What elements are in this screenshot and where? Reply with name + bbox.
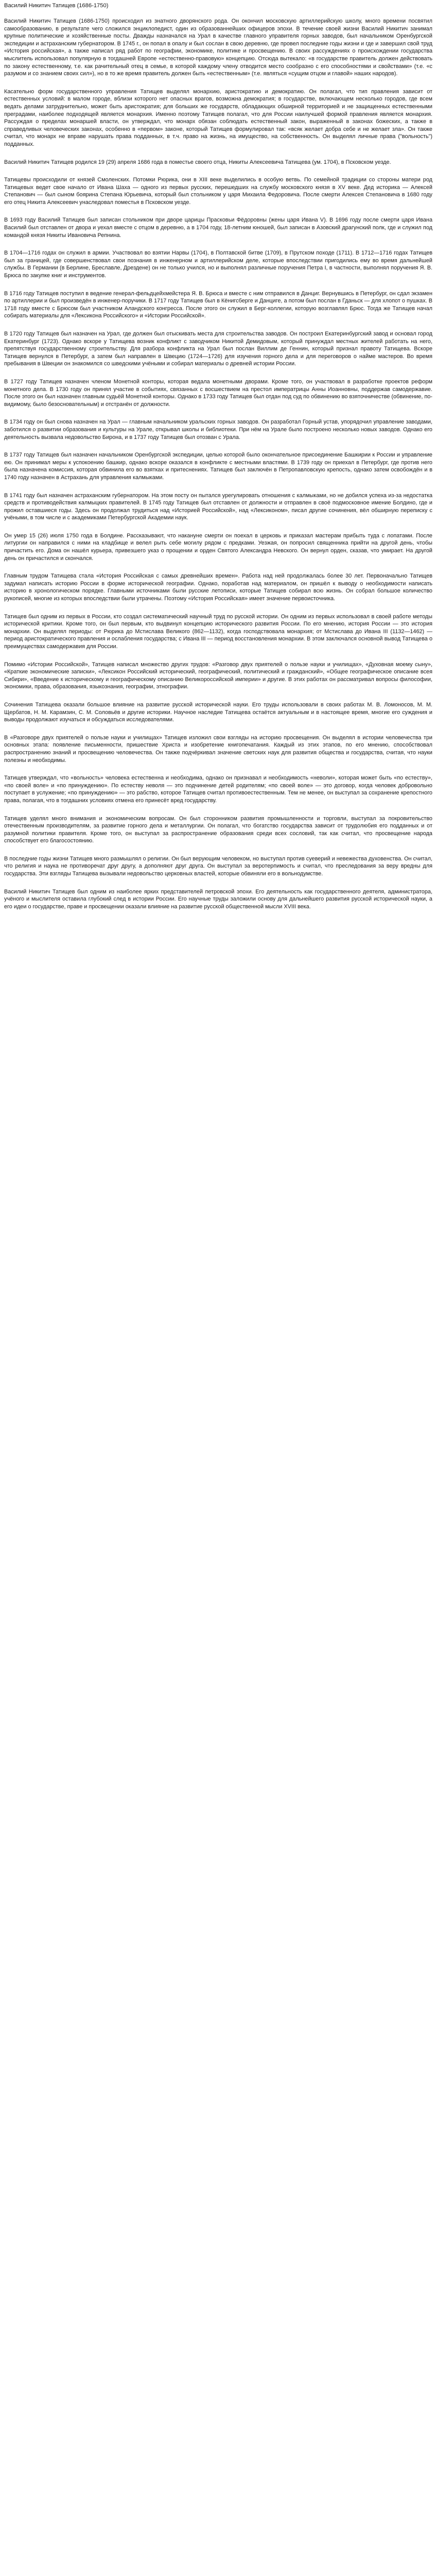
- paragraph: В 1693 году Василий Татищев был записан стольником при дворе царицы Прасковьи Фёдоровны (жены царя Ивана V). В 1696 году после смерти царя Ивана Василий был отставлен от двора и уехал вместе с отцом в деревню, а в 1704 году, 18-летним юношей, был записан в Азовский драгунский полк, где и служил под командой князя Никиты Ивановича Репнина.: [4, 217, 432, 239]
- paragraph: Главным трудом Татищева стала «История Российская с самых древнейших времен». Работа над ней продолжалась более 30 лет. Первоначально Татищев задумал написать историю России в форме исторической географии. Однако, поработав над материалом, он пришёл к выводу о необходимости написать историю в хронологическом порядке. Главными источниками были русские летописи, которые Татищев собирал всю жизнь. Он собрал большое количество рукописей, многие из которых впоследствии были утрачены. Поэтому «История Российская» имеет значение первоисточника.: [4, 573, 432, 602]
- paragraph: Василий Никитич Татищев родился 19 (29) апреля 1686 года в поместье своего отца, Никиты Алексеевича Татищева (ум. 1704), в Псковском уезде.: [4, 159, 391, 165]
- paragraph: В 1727 году Татищев назначен членом Монетной конторы, которая ведала монетными дворами. Кроме того, он участвовал в разработке проектов реформ монетного дела. В 1730 году он принял участие в событиях, связанных с восшествием на престол императрицы Анны Иоанновны, поддержав самодержавие. После этого он был назначен главным судьёй Монетной конторы. Однако в 1733 году Татищев был отдан под суд по обвинению во взяточничестве (обвинение, по-видимому, было безосновательным) и отстранён от должности.: [4, 378, 432, 408]
- paragraph: В «Разговоре двух приятелей о пользе науки и училищах» Татищев изложил свои взгляды на историю просвещения. Он выделял в истории человечества три основных этапа: появление письменности, пришествие Христа и изобретение книгопечатания. Каждый из этих этапов, по его мнению, способствовал распространению знаний и просвещению человечества. Он также подчёркивал значение светских наук для развития общества и государства, считая, что науки полезны и необходимы.: [4, 734, 432, 764]
- paragraph: В 1716 году Татищев поступил в ведение генерал-фельдцейхмейстера Я. В. Брюса и вместе с ним отправился в Данциг. Вернувшись в Петербург, он сдал экзамен по артиллерии и был произведён в инженер-поручики. В 1717 году Татищев был в Кёнигсберге и Данциге, а потом был послан в Гданьск — для хлопот о пушках. В 1718 году вместе с Брюсом был участником Аландского конгресса. После этого он служил в Берг-коллегии, которую возглавлял Брюс. Тогда же Татищев начал собирать материалы для «Лексикона Российского» и «Истории Российской».: [4, 290, 432, 319]
- paragraph: Касательно форм государственного управления Татищев выделял монархию, аристократию и демократию. Он полагал, что тип правления зависит от естественных условий: в малом городе, вблизи которого нет опасных врагов, возможна демократия; в государстве, включающем несколько городов, где всем ведать делами затруднительно, может быть аристократия; для больших же государств, обладающих обширной территорией и не защищенных естественными преградами, наиболее подходящей является монархия. Именно поэтому Татищев полагал, что для России наилучшей формой правления является монархия. Рассуждая о пределах монаршей власти, он утверждал, что монарх обязан соблюдать естественный закон, выраженный в законах божеских, а также в справедливых человеческих законах, особенно в «первом» законе, который Татищев формулировал так: «всяк желает добра себе и не желает зла». Он также считал, что монарх не вправе нарушать права подданных, в т.ч. право на жизнь, на имущество, на собственность. Он выделял личные права ("вольность") подданных.: [4, 88, 432, 147]
- paragraph: В 1737 году Татищев был назначен начальником Оренбургской экспедиции, целью которой было окончательное присоединение Башкирии к России и управление ею. Он принимал меры к успокоению башкир, однако вскоре оказался в конфликте с местными властями. В 1739 году он приехал в Петербург, где против него была назначена комиссия, которая обвинила его во взятках и притеснениях. Татищев был заключён в Петропавловскую крепость, однако затем освобождён и в 1740 году назначен в Астрахань для управления калмыками.: [4, 452, 432, 481]
- paragraph: Татищев утверждал, что «вольность» человека естественна и необходима, однако он признавал и необходимость «неволи», которая может быть «по естеству», «по своей воле» и «по принуждению». По естеству неволя — это подчинение детей родителям; «по своей воле» — это договор, когда человек добровольно поступает в услужение; «по принуждению» — это рабство, которое Татищев считал противоестественным. Тем не менее, он выступал за сохранение крепостного права, полагая, что в тогдашних условиях отмена его принесёт вред государству.: [4, 775, 432, 804]
- paragraph: Он умер 15 (26) июля 1750 года в Болдине. Рассказывают, что накануне смерти он поехал в церковь и приказал мастерам прибыть туда с лопатами. После литургии он направился с ними на кладбище и велел рыть себе могилу рядом с предками. Уезжая, он попросил священника прийти на другой день, чтобы причастить его. Дома он нашёл курьера, привезшего указ о прощении и орден Святого Александра Невского. Он вернул орден, сказав, что умирает. На другой день он причастился и скончался.: [4, 532, 432, 562]
- paragraph: Василий Никитич Татищев был одним из наиболее ярких представителей петровской эпохи. Его деятельность как государственного деятеля, администратора, учёного и мыслителя оставила глубокий след в истории России. Его научные труды заложили основу для дальнейшего развития русской исторической науки, а его идеи о государстве, праве и просвещении оказали влияние на развитие русской общественной мысли XVIII века.: [4, 888, 432, 910]
- paragraph: В 1720 году Татищев был назначен на Урал, где должен был отыскивать места для строительства заводов. Он построил Екатеринбургский завод и основал город Екатеринбург (1723). Однако вскоре у Татищева возник конфликт с заводчиком Никитой Демидовым, который принуждал местных жителей работать на него, препятствуя государственному строительству. Для разбора конфликта на Урал был послан Виллим де Геннин, который признал правоту Татищева. Вскоре Татищев вернулся в Петербург, а затем был направлен в Швецию (1724—1726) для изучения горного дела и для переговоров о найме мастеров. Во время пребывания в Швеции он знакомился со шведскими учёными и собирал материалы о древней истории России.: [4, 331, 432, 367]
- paragraph: В последние годы жизни Татищев много размышлял о религии. Он был верующим человеком, но выступал против суеверий и невежества духовенства. Он считал, что религия и наука не противоречат друг другу, а дополняют друг друга. Он выступал за веротерпимость и считал, что преследования за веру вредны для государства. Эти взгляды Татищева вызывали недовольство церковных властей, которые обвиняли его в вольнодумстве.: [4, 855, 432, 877]
- paragraph: Татищевы происходили от князей Смоленских. Потомки Рюрика, они в XIII веке выделились в особую ветвь. По семейной традиции со стороны матери род Татищевых ведет свое начало от Ивана Шаха — одного из первых русских, перешедших на службу московского князя в XV веке. Дед историка — Алексей Степанович — был сыном боярина Степана Юрьевича, который был стольником у царя Михаила Федоровича. После смерти Алексея Степановича в 1680 году его отец Никита Алексеевич унаследовал поместья в Псковском уезде.: [4, 177, 432, 206]
- paragraph: Помимо «Истории Российской», Татищев написал множество других трудов: «Разговор двух приятелей о пользе науки и училищах», «Духовная моему сыну», «Краткие экономические записки», «Лексикон Российский исторический, географический, политический и гражданский», «Общее географическое описание всея Сибири», «Введение к историческому и географическому описанию Великороссийской империи» и другие. В этих работах он рассматривал вопросы философии, экономики, права, образования, языкознания, географии, этнографии.: [4, 661, 432, 690]
- paragraph: В 1741 году был назначен астраханским губернатором. На этом посту он пытался урегулировать отношения с калмыками, но не добился успеха из-за недостатка средств и противодействия калмыцких правителей. В 1745 году Татищев был отставлен от должности и отправлен в своё подмосковное имение Болдино, где и прожил оставшиеся годы. Здесь он продолжал трудиться над «Историей Российской», над «Лексиконом», писал другие сочинения, вёл обширную переписку с учёными, в том числе и с академиками Петербургской Академии наук.: [4, 492, 432, 521]
- paragraph: Сочинения Татищева оказали большое влияние на развитие русской исторической науки. Его труды использовали в своих работах М. В. Ломоносов, М. М. Щербатов, Н. М. Карамзин, С. М. Соловьёв и другие историки. Научное наследие Татищева остаётся актуальным и в настоящее время, многие его суждения и выводы продолжают изучаться и обсуждаться исследователями.: [4, 701, 432, 723]
- document-body: [4, 18, 432, 910]
- paragraph: В 1704—1716 годах он служил в армии. Участвовал во взятии Нарвы (1704), в Полтавской битве (1709), в Прутском походе (1711). В 1712—1716 годах Татищев был за границей, где совершенствовал свои познания в инженерном и артиллерийском деле, которые впоследствии пригодились ему во время дальнейшей службы. В Германии (в Берлине, Бреславле, Дрездене) он не только учился, но и выполнял различные поручения Петра I, в частности, выполнял поручения Я. В. Брюса по закупке книг и инструментов.: [4, 250, 432, 279]
- paragraph: Татищев уделял много внимания и экономическим вопросам. Он был сторонником развития промышленности и торговли, выступал за покровительство отечественным производителям, за развитие горного дела и металлургии. Он полагал, что богатство государства зависит от трудолюбия его подданных и от разумной политики правителя. Кроме того, он выступал за распространение образования среди всех сословий, так как считал, что просвещение народа способствует его благосостоянию.: [4, 815, 432, 844]
- paragraph: Татищев был одним из первых в России, кто создал систематический научный труд по русской истории. Он одним из первых использовал в своей работе методы исторической критики. Кроме того, он был первым, кто выдвинул концепцию исторического развития России. По его мнению, история России — это история монархии. Он выделял периоды: от Рюрика до Мстислава Великого (862—1132), когда господствовала монархия; от Мстислава до Ивана III (1132—1462) — период аристократического правления и ослабления государства; с Ивана III — период восстановления монархии. В этом заключался основной вывод Татищева о преимуществах самодержавия для России.: [4, 613, 432, 650]
- page-title: Василий Никитич Татищев (1686-1750): [4, 3, 109, 9]
- paragraph: Василий Никитич Татищев (1686-1750) происходил из знатного дворянского рода. Он окончил московскую артиллерийскую школу, много времени посвятил самообразованию, в результате чего сложился энциклопедист, один из образованнейших офицеров эпохи. В течение своей жизни Василий Никитич занимал крупные политические и хозяйственные посты. Дважды назначался на Урал в качестве главного управителя горных заводов, был начальником Оренбургской экспедиции и астраханским губернатором. В 1745 г., он попал в опалу и был сослан в свою деревню, где провел последние годы жизни и где и завершил свой труд «История российская», а также написал ряд работ по географии, экономике, политике и просвещению. В своих рассуждениях о происхождении государства мыслитель использовал популярную в тогдашней Европе «естественно-правовую» концепцию. Отсюда вытекало: «в государстве правитель должен действовать по закону естественному, т.е. как рачительный отец в семье, в которой каждому члену отводится место сообразно с его способностями и свойствами» (т.е. «с разумом и со знанием своих сил»), но в то же время правитель должен быть «естественным» (т.е. являться «сущим отцом и главой» наших народов).: [4, 18, 432, 77]
- paragraph: В 1734 году он был снова назначен на Урал — главным начальником уральских горных заводов. Он разработал Горный устав, упорядочил управление заводами, заботился о развитии образования и культуры на Урале, открывал школы и библиотеки. При нём на Урале было построено несколько новых заводов. Однако его деятельность вызвала недовольство Бирона, и в 1737 году Татищев был отозван с Урала.: [4, 419, 432, 440]
